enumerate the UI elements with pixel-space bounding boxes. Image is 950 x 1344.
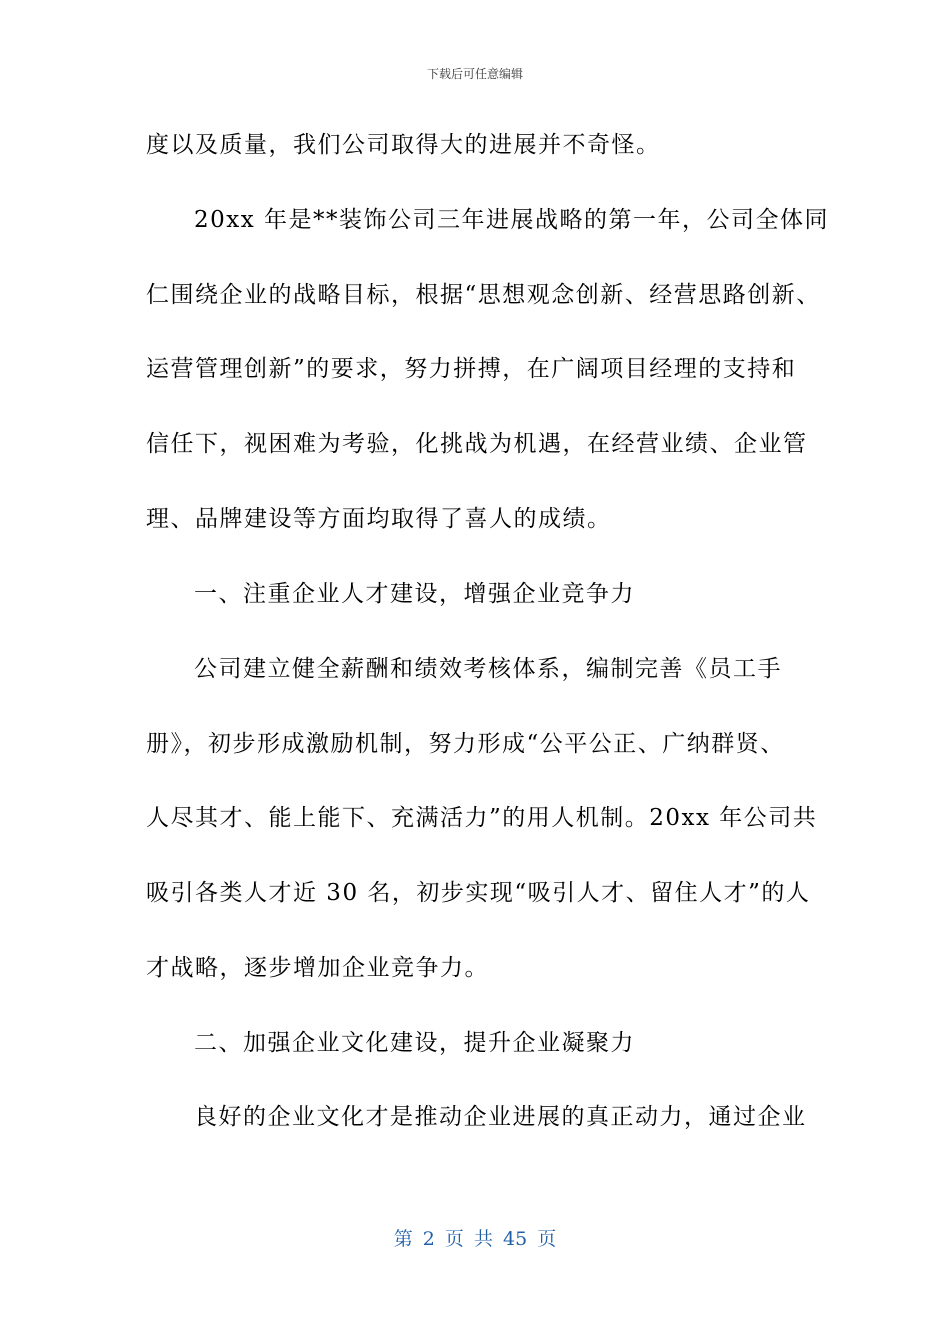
header-note: 下载后可任意编辑 [426,67,523,81]
section-heading: 一、注重企业人才建设，增强企业竞争力 [194,581,635,607]
body-line: 理、品牌建设等方面均取得了喜人的成绩。 [146,506,612,532]
body-line: 度以及质量，我们公司取得大的进展并不奇怪。 [146,132,661,158]
body-line: 仁围绕企业的战略目标，根据“思想观念创新、经营思路创新、 [146,282,821,308]
section-heading: 二、加强企业文化建设，提升企业凝聚力 [194,1030,635,1056]
body-line: 才战略，逐步增加企业竞争力。 [146,955,489,981]
body-line: 公司建立健全薪酬和绩效考核体系，编制完善《员工手 [194,656,782,682]
body-line: 良好的企业文化才是推动企业进展的真正动力，通过企业 [194,1104,807,1130]
body-line: 信任下，视困难为考验，化挑战为机遇，在经营业绩、企业管 [146,431,808,457]
body-line: 运营管理创新”的要求，努力拼搏，在广阔项目经理的支持和 [146,356,797,382]
body-line: 册》，初步形成激励机制，努力形成“公平公正、广纳群贤、 [146,731,785,757]
body-line: 人尽其才、能上能下、充满活力”的用人机制。20xx 年公司共 [146,805,818,831]
page-number: 第 2 页 共 45 页 [393,1228,557,1250]
body-line: 20xx 年是**装饰公司三年进展战略的第一年，公司全体同 [194,207,830,233]
body-line: 吸引各类人才近 30 名，初步实现“吸引人才、留住人才”的人 [146,880,811,906]
